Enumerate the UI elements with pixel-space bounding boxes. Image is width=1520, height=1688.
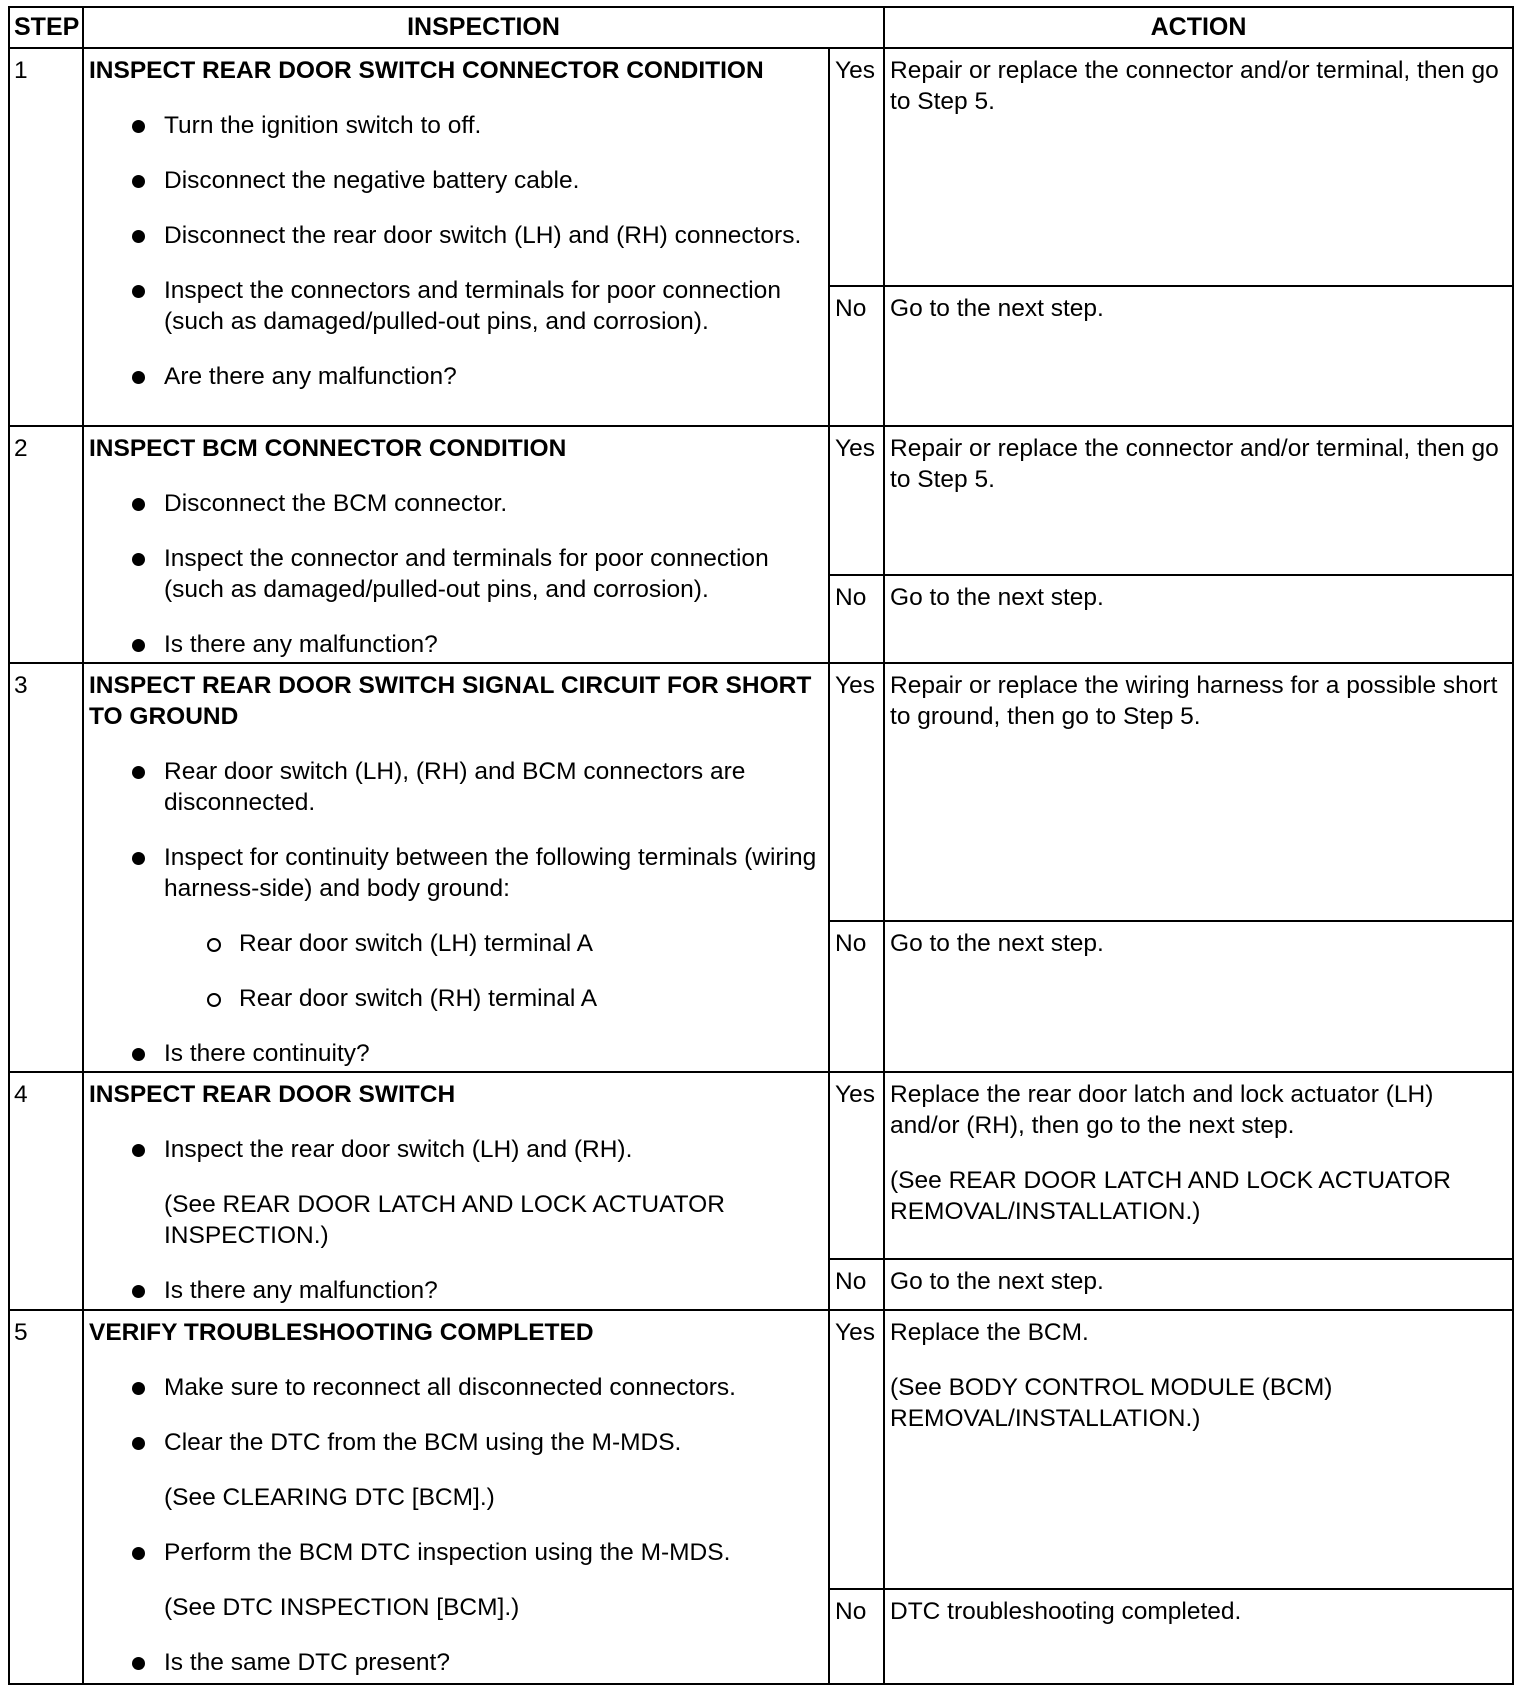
item-text: Inspect the connectors and terminals for poor connection (such as damaged/pulled-out pins, and corrosion). xyxy=(164,277,781,335)
inspection-item xyxy=(89,756,820,818)
no-label: No xyxy=(829,286,884,426)
bullet-icon xyxy=(132,165,145,196)
no-label: No xyxy=(829,1259,884,1310)
yes-label: Yes xyxy=(829,48,884,286)
item-text: Turn the ignition switch to off. xyxy=(164,112,482,139)
bullet-icon xyxy=(132,220,145,251)
troubleshooting-table xyxy=(8,6,1514,1685)
item-text: Disconnect the negative battery cable. xyxy=(164,167,580,194)
bullet-icon xyxy=(132,629,145,660)
item-text: Is there continuity? xyxy=(164,1040,370,1067)
inspection-item xyxy=(89,1372,820,1403)
item-text: Is there any malfunction? xyxy=(164,1277,438,1304)
no-label: No xyxy=(829,921,884,1072)
action-header: ACTION xyxy=(884,7,1513,48)
yes-label: Yes xyxy=(829,663,884,921)
action-text: DTC troubleshooting completed. xyxy=(890,1598,1242,1625)
action-text: Repair or replace the connector and/or terminal, then go to Step 5. xyxy=(890,57,1499,115)
action-reference: (See BODY CONTROL MODULE (BCM) REMOVAL/INSTALLATION.) xyxy=(890,1374,1333,1432)
inspection-item xyxy=(89,1275,820,1306)
inspection-item xyxy=(89,1537,820,1568)
step-title: VERIFY TROUBLESHOOTING COMPLETED xyxy=(89,1319,594,1346)
inspection-item xyxy=(89,629,820,660)
item-text: Clear the DTC from the BCM using the M-MDS. xyxy=(164,1429,682,1456)
bullet-icon xyxy=(132,1537,145,1568)
item-text: (See CLEARING DTC [BCM].) xyxy=(164,1484,495,1511)
item-text: (See DTC INSPECTION [BCM].) xyxy=(164,1594,520,1621)
step-title: INSPECT BCM CONNECTOR CONDITION xyxy=(89,435,567,462)
step-header: STEP xyxy=(9,7,83,48)
yes-action xyxy=(884,1072,1513,1259)
inspection-header: INSPECTION xyxy=(83,7,884,48)
item-text: Inspect the connector and terminals for poor connection (such as damaged/pulled-out pins, and corrosion). xyxy=(164,545,769,603)
step-number: 3 xyxy=(9,663,83,1072)
item-text: Rear door switch (LH), (RH) and BCM connectors are disconnected. xyxy=(164,758,746,816)
item-text: Rear door switch (RH) terminal A xyxy=(239,985,598,1012)
yes-action xyxy=(884,663,1513,921)
bullet-icon xyxy=(132,1275,145,1306)
no-label: No xyxy=(829,575,884,663)
step-number: 2 xyxy=(9,426,83,663)
inspection-item xyxy=(89,275,820,337)
action-text: Go to the next step. xyxy=(890,930,1104,957)
action-text: Go to the next step. xyxy=(890,584,1104,611)
bullet-icon xyxy=(132,1038,145,1069)
inspection-item xyxy=(89,983,820,1014)
yes-action xyxy=(884,426,1513,575)
yes-action xyxy=(884,1310,1513,1589)
yes-label: Yes xyxy=(829,1310,884,1589)
action-reference: (See REAR DOOR LATCH AND LOCK ACTUATOR REMOVAL/INSTALLATION.) xyxy=(890,1167,1451,1225)
inspection-cell xyxy=(83,1072,829,1310)
step-row xyxy=(9,426,1513,575)
item-text: Is there any malfunction? xyxy=(164,631,438,658)
action-text: Repair or replace the connector and/or terminal, then go to Step 5. xyxy=(890,435,1499,493)
action-text: Replace the BCM. xyxy=(890,1319,1089,1346)
bullet-icon xyxy=(132,1427,145,1458)
inspection-item xyxy=(89,928,820,959)
inspection-item xyxy=(89,1427,820,1458)
inspection-item xyxy=(89,1647,820,1678)
item-text: Perform the BCM DTC inspection using the M-MDS. xyxy=(164,1539,731,1566)
bullet-icon xyxy=(132,543,145,574)
bullet-icon xyxy=(132,1647,145,1678)
item-text: (See REAR DOOR LATCH AND LOCK ACTUATOR INSPECTION.) xyxy=(164,1191,725,1249)
action-text: Repair or replace the wiring harness for a possible short to ground, then go to Step 5. xyxy=(890,672,1498,730)
inspection-item xyxy=(89,1134,820,1165)
item-text: Are there any malfunction? xyxy=(164,363,457,390)
step-row xyxy=(9,663,1513,921)
inspection-item xyxy=(89,842,820,904)
step-number: 4 xyxy=(9,1072,83,1310)
bullet-icon xyxy=(132,756,145,787)
inspection-item xyxy=(89,543,820,605)
yes-action xyxy=(884,48,1513,286)
action-text: Replace the rear door latch and lock actuator (LH) and/or (RH), then go to the next step. xyxy=(890,1081,1434,1139)
step-title: INSPECT REAR DOOR SWITCH CONNECTOR CONDITION xyxy=(89,57,764,84)
item-text: Inspect the rear door switch (LH) and (RH). xyxy=(164,1136,633,1163)
reference-note xyxy=(89,1482,820,1513)
action-text: Go to the next step. xyxy=(890,1268,1104,1295)
bullet-icon xyxy=(132,275,145,306)
reference-note xyxy=(89,1592,820,1623)
inspection-item xyxy=(89,220,820,251)
step-row xyxy=(9,1310,1513,1589)
no-action xyxy=(884,575,1513,663)
action-text: Go to the next step. xyxy=(890,295,1104,322)
no-action xyxy=(884,1589,1513,1684)
bullet-icon xyxy=(132,110,145,141)
step-row xyxy=(9,48,1513,286)
inspection-item xyxy=(89,361,820,392)
inspection-item xyxy=(89,1038,820,1069)
item-text: Make sure to reconnect all disconnected connectors. xyxy=(164,1374,736,1401)
yes-label: Yes xyxy=(829,1072,884,1259)
inspection-item xyxy=(89,488,820,519)
item-text: Inspect for continuity between the following terminals (wiring harness-side) and body ground: xyxy=(164,844,817,902)
item-text: Rear door switch (LH) terminal A xyxy=(239,930,594,957)
bullet-icon xyxy=(132,361,145,392)
bullet-icon xyxy=(132,1134,145,1165)
no-label: No xyxy=(829,1589,884,1684)
yes-label: Yes xyxy=(829,426,884,575)
step-title: INSPECT REAR DOOR SWITCH xyxy=(89,1081,456,1108)
step-title: INSPECT REAR DOOR SWITCH SIGNAL CIRCUIT FOR SHORT TO GROUND xyxy=(89,672,812,730)
inspection-cell xyxy=(83,663,829,1072)
bullet-icon xyxy=(132,1372,145,1403)
item-text: Is the same DTC present? xyxy=(164,1649,450,1676)
inspection-item xyxy=(89,165,820,196)
inspection-cell xyxy=(83,48,829,426)
inspection-item xyxy=(89,110,820,141)
no-action xyxy=(884,921,1513,1072)
no-action xyxy=(884,286,1513,426)
item-text: Disconnect the BCM connector. xyxy=(164,490,508,517)
step-number: 5 xyxy=(9,1310,83,1684)
inspection-cell xyxy=(83,426,829,663)
circle-bullet-icon xyxy=(207,928,221,959)
table-body xyxy=(9,48,1513,1684)
inspection-cell xyxy=(83,1310,829,1684)
bullet-icon xyxy=(132,488,145,519)
header-row xyxy=(9,7,1513,48)
bullet-icon xyxy=(132,842,145,873)
step-number: 1 xyxy=(9,48,83,426)
step-row xyxy=(9,1072,1513,1259)
circle-bullet-icon xyxy=(207,983,221,1014)
reference-note xyxy=(89,1189,820,1251)
no-action xyxy=(884,1259,1513,1310)
item-text: Disconnect the rear door switch (LH) and (RH) connectors. xyxy=(164,222,802,249)
